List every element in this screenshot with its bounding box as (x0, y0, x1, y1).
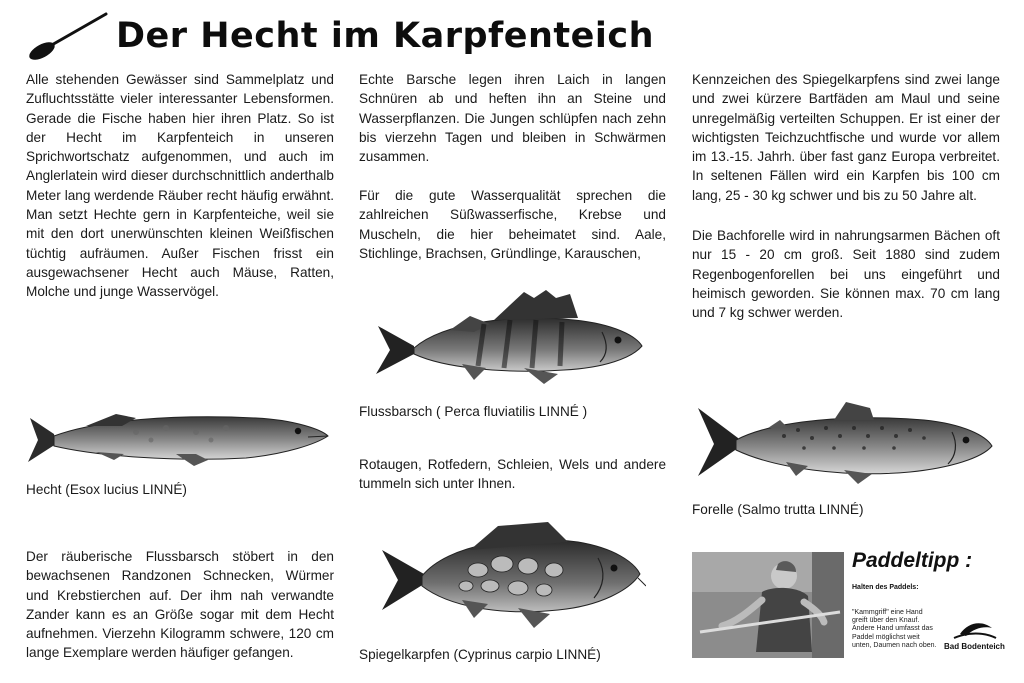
perch-spawning-paragraph: Echte Barsche legen ihren Laich in langen Schnüren ab und heften ihn an Steine und Wasserpflanzen. Die Jungen schlüpfen nach zehn bis vierzehn Tagen und bleiben in Schwärmen zusammen. (359, 72, 666, 165)
trout-description-paragraph: Die Bachforelle wird in nahrungsarmen Bächen oft nur 15 - 20 cm groß. Seit 1880 sind zudem Regenbogenforellen bei uns eingeführt und heimisch geworden. Sie können max. 70 cm lang und 7 kg schwer werden. (692, 228, 1000, 321)
trout-illustration (694, 398, 998, 490)
other-fish-paragraph: Rotaugen, Rotfedern, Schleien, Wels und andere tummeln sich unter Ihnen. (359, 457, 666, 492)
pike-intro-paragraph: Alle stehenden Gewässer sind Sammelplatz und Zufluchtsstätte vieler interessanter Lebensformen. Gerade die Fische haben hier ihren Platz. So ist der Hecht im Karpfenteich in unseren Sprichwortschatz aufgenommen, und auch im Anglerlatein wird dieser durchschnittlich anderthalb Meter lang werdende Räuber recht häufig erwähnt. Man setzt Hechte gern in Karpfenteiche, weil sie mit den dort unerwünschten kleinen Weißfischen tüchtig aufräumen. Außer Fischen frisst ein ausgewachsener Hecht auch Mäuse, Ratten, Molche und junge Wasservögel. (26, 72, 334, 300)
perch-caption: Flussbarsch ( Perca fluviatilis LINNÉ ) (359, 404, 588, 419)
carp-illustration (378, 518, 646, 634)
paddle-tip-text: "Kammgriff" eine Hand greift über den Knauf. Andere Hand umfasst das Paddel möglichst weit unten, Daumen nach oben. (852, 609, 937, 649)
perch-predator-paragraph: Der räuberische Flussbarsch stöbert in den bewachsenen Randzonen Schnecken, Würmer und Krebstierchen auf. Der ihm nah verwandte Zander kann es an Größe sogar mit dem Hecht aufnehmen. Vierzehn Kilogramm schwere, 120 cm lange Exemplare werden häufiger gefangen. (26, 549, 334, 661)
bad-bodenteich-logo (944, 618, 1004, 662)
trout-caption: Forelle (Salmo trutta LINNÉ) (692, 502, 864, 517)
paddle-tip-subtitle: Halten des Paddels: (852, 584, 919, 591)
carp-description-paragraph: Kennzeichen des Spiegelkarpfens sind zwei lange und zwei kürzere Bartfäden am Maul und seine unregelmäßig verteilten Schuppen. Er ist einer der wichtigsten Teichzuchtfische und wurde vor allem im 13.-15. Jahrh. über fast ganz Europa verbreitet. In seltenen Fällen wird ein Karpfen bis 100 cm lang, 25 - 30 kg schwer und bis zu 50 Jahre alt. (692, 72, 1000, 203)
logo-text: Bad Bodenteich (944, 642, 1005, 651)
paddle-tip-title: Paddeltipp : (852, 549, 973, 572)
water-quality-paragraph: Für die gute Wasserqualität sprechen die zahlreichen Süßwasserfische, Krebse und Muscheln, die hier beheimatet sind. Aale, Stichlinge, Brachsen, Gründlinge, Karauschen, (359, 188, 666, 261)
pike-illustration (26, 404, 332, 472)
carp-caption: Spiegelkarpfen (Cyprinus carpio LINNÉ) (359, 647, 601, 662)
child-paddling-photo (692, 552, 844, 658)
pike-caption: Hecht (Esox lucius LINNÉ) (26, 482, 187, 497)
perch-illustration (374, 288, 650, 392)
paddle-icon (26, 10, 110, 64)
page-title: Der Hecht im Karpfenteich (116, 16, 655, 56)
